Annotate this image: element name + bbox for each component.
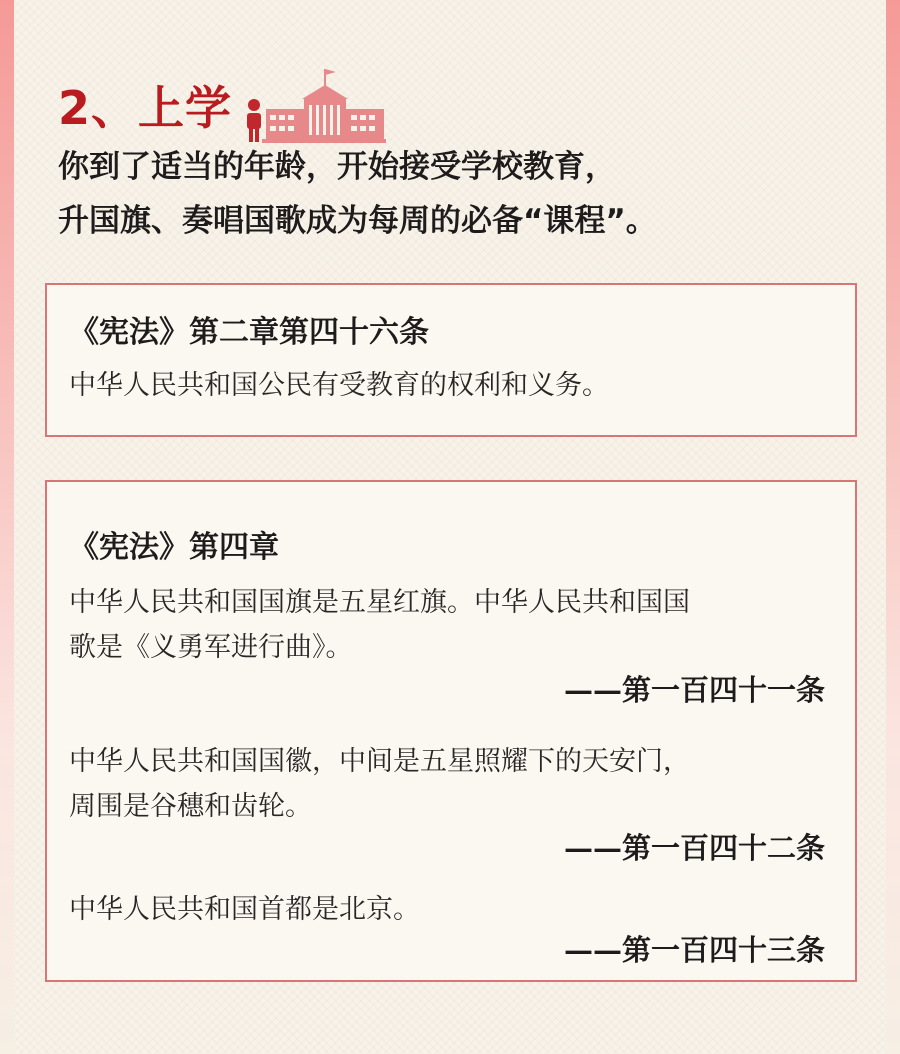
intro-line: 你到了适当的年龄，开始接受学校教育， — [58, 149, 616, 185]
constitution-article-46-box — [45, 283, 857, 437]
article-line: 中华人民共和国国旗是五星红旗。中华人民共和国国 — [69, 587, 690, 618]
intro-text — [58, 140, 858, 248]
school-building-icon — [244, 65, 386, 149]
article-141-text — [69, 580, 839, 670]
constitution-chapter-4-box — [45, 480, 857, 982]
section-heading: 2、上学 — [58, 81, 233, 135]
article-143-citation: ——第一百四十三条 — [563, 933, 825, 967]
article-142-text — [69, 739, 839, 829]
article-line: 中华人民共和国首都是北京。 — [69, 894, 420, 925]
article-143-text — [69, 887, 839, 932]
article-141-citation: ——第一百四十一条 — [563, 673, 825, 707]
box-title: 《宪法》第四章 — [69, 530, 279, 565]
article-142-citation: ——第一百四十二条 — [563, 831, 825, 865]
article-text: 中华人民共和国公民有受教育的权利和义务。 — [69, 370, 609, 401]
article-line: 歌是《义勇军进行曲》。 — [69, 632, 353, 663]
article-line: 中华人民共和国国徽，中间是五星照耀下的天安门， — [69, 746, 690, 777]
left-edge-decoration — [0, 0, 14, 1054]
section-heading-row — [58, 70, 386, 140]
article-line: 周围是谷穗和齿轮。 — [69, 791, 312, 822]
box-title: 《宪法》第二章第四十六条 — [69, 315, 429, 350]
right-edge-decoration — [886, 0, 900, 1054]
intro-line: 升国旗、奏唱国歌成为每周的必备“课程”。 — [58, 203, 657, 239]
